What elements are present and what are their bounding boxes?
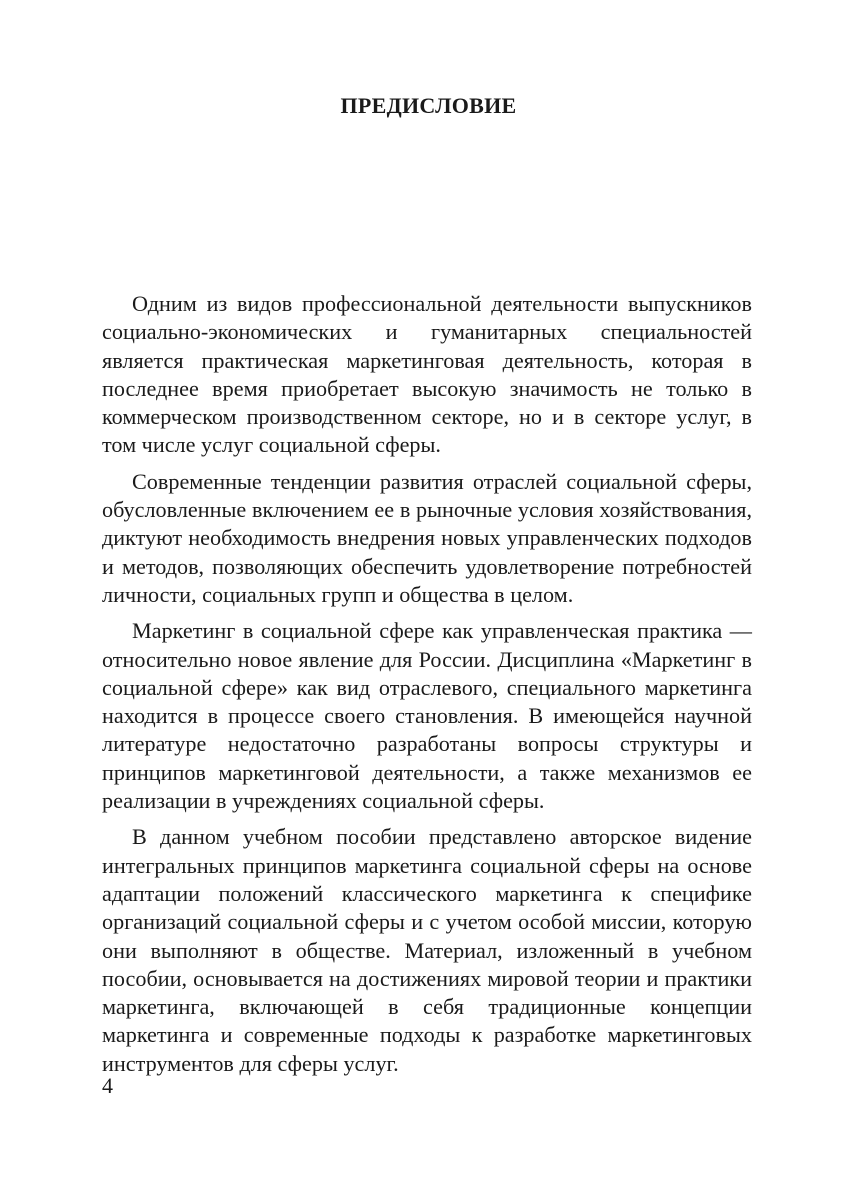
paragraph-2: Современные тенденции развития отраслей социальной сферы, обусловленные включением ее в рыночные условия хозяйствования, диктуют необходимость внедрения новых управленческих подходов и методов, позволяющих обеспечить удовлетворение потребностей личности, социальных групп и общества в целом. <box>102 468 752 607</box>
paragraph-3: Маркетинг в социальной сфере как управленческая практика — относительно новое явление для России. Дисциплина «Маркетинг в социальной сфере» как вид отраслевого, специального маркетинга находится в процессе своего становления. В имеющейся научной литературе недостаточно разработаны вопросы структуры и принципов маркетинговой деятельности, а также механизмов ее реализации в учреждениях социальной сферы. <box>102 618 752 814</box>
paragraph-1: Одним из видов профессиональной деятельности выпускников социально-экономических и гуманитарных специальностей является практическая маркетинговая деятельность, которая в последнее время приобретает высокую значимость не только в коммерческом производственном секторе, но и в секторе услуг, в том числе услуг социальной сферы. <box>102 291 752 458</box>
page-number: 4 <box>102 1073 113 1098</box>
body-text <box>102 290 752 1086</box>
paragraph-4: В данном учебном пособии представлено авторское видение интегральных принципов маркетинга социальной сферы на основе адаптации положений классического маркетинга к специфике организаций социальной сферы и с учетом особой миссии, которую они выполняют в обществе. Материал, изложенный в учебном пособии, основывается на достижениях мировой теории и практики маркетинга, включающей в себя традиционные концепции маркетинга и современные подходы к разработке маркетинговых инструментов для сферы услуг. <box>102 824 752 1076</box>
page-title: ПРЕДИСЛОВИЕ <box>340 93 517 118</box>
